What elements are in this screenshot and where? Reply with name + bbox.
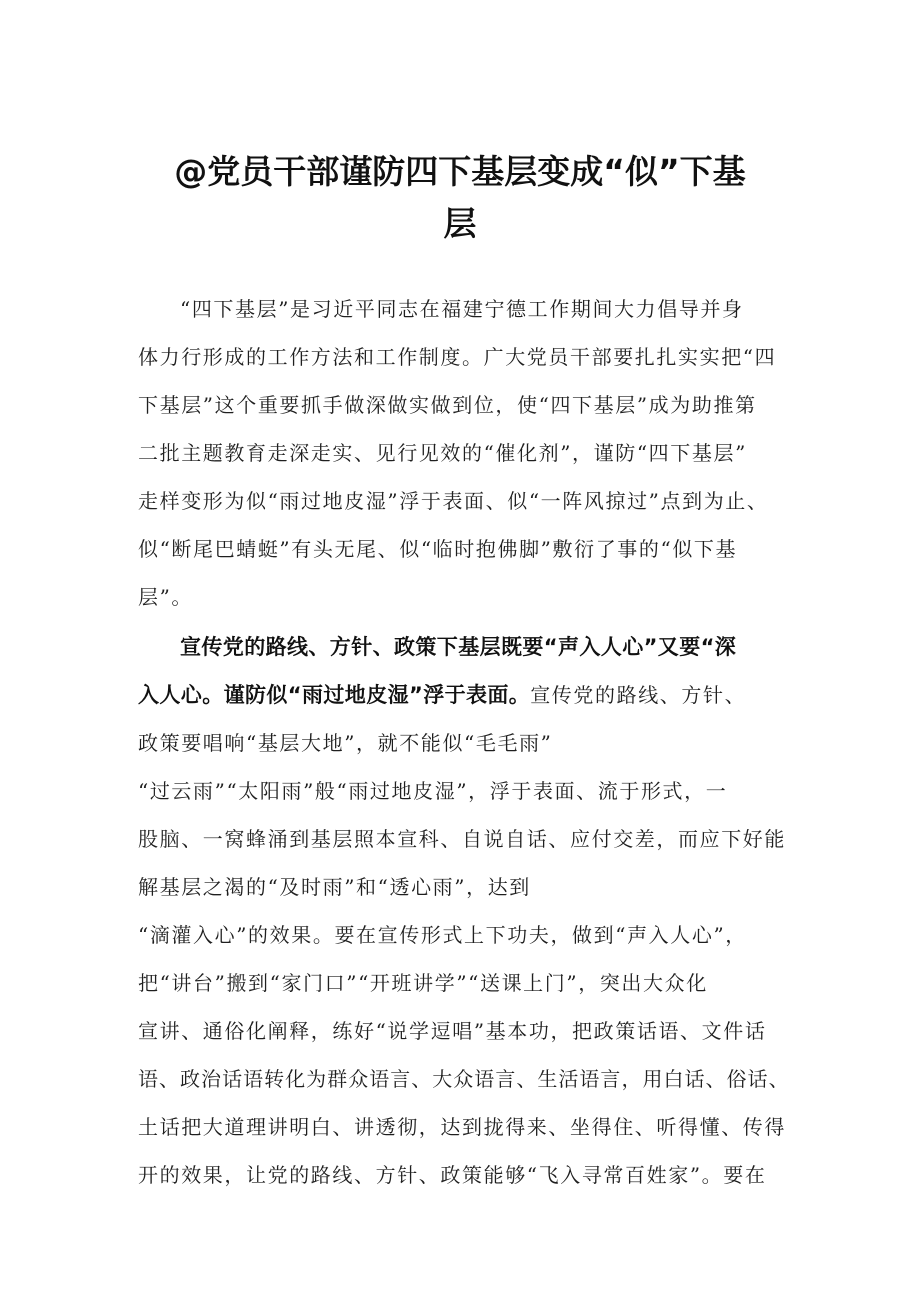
paragraph-1-line-4: 二批主题教育走深走实、见行见效的“催化剂”，谨防“四下基层” (138, 441, 747, 465)
paragraph-2-line-10: 语、政治话语转化为群众语言、大众语言、生活语言，用白话、俗话、 (138, 1067, 790, 1091)
paragraph-2-line-2-rest: 宣传党的路线、方针、 (530, 683, 747, 707)
paragraph-1-line-3: 下基层”这个重要抓手做深做实做到位，使“四下基层”成为助推第 (138, 393, 757, 417)
paragraph-2-line-6: 解基层之渴的“及时雨”和“透心雨”，达到 (138, 875, 531, 899)
paragraph-2-line-9: 宣讲、通俗化阐释，练好“说学逗唱”基本功，把政策话语、文件话 (138, 1019, 767, 1043)
title-line-2: 层 (443, 204, 477, 243)
paragraph-2-line-5: 股脑、一窝蜂涌到基层照本宣科、自说自话、应付交差，而应下好能 (138, 827, 786, 851)
paragraph-1-line-5: 走样变形为似“雨过地皮湿”浮于表面、似“一阵风掠过”点到为止、 (138, 489, 769, 513)
paragraph-2-line-3: 政策要唱响“基层大地”，就不能似“毛毛雨” (138, 731, 553, 755)
paragraph-1-line-7: 层”。 (138, 585, 194, 609)
paragraph-2-line-11: 土话把大道理讲明白、讲透彻，达到拢得来、坐得住、听得懂、传得 (138, 1115, 786, 1139)
document-title (140, 146, 780, 250)
paragraph-1-line-6: 似“断尾巴蜻蜓”有头无尾、似“临时抱佛脚”敷衍了事的“似下基 (138, 537, 738, 561)
paragraph-2-heading-line-2: 入人心。谨防似“雨过地皮湿”浮于表面。 (138, 683, 531, 707)
title-line-1: @党员干部谨防四下基层变成“似”下基 (174, 152, 746, 191)
paragraph-2-heading-line-1: 宣传党的路线、方针、政策下基层既要“声入人心”又要“深 (180, 635, 737, 659)
paragraph-2-line-4: “过云雨”“太阳雨”般“雨过地皮湿”，浮于表面、流于形式，一 (138, 779, 728, 803)
paragraph-2-line-2 (138, 681, 746, 709)
paragraph-1-line-1: “四下基层”是习近平同志在福建宁德工作期间大力倡导并身 (180, 297, 744, 321)
paragraph-2-line-7: “滴灌入心”的效果。要在宣传形式上下功夫，做到“声入人心”， (138, 923, 747, 947)
paragraph-2-line-8: 把“讲台”搬到“家门口”“开班讲学”“送课上门”，突出大众化 (138, 971, 708, 995)
paragraph-2-line-12: 开的效果，让党的路线、方针、政策能够“飞入寻常百姓家”。要在 (138, 1163, 767, 1187)
paragraph-1-line-2: 体力行形成的工作方法和工作制度。广大党员干部要扎扎实实把“四 (138, 345, 777, 369)
